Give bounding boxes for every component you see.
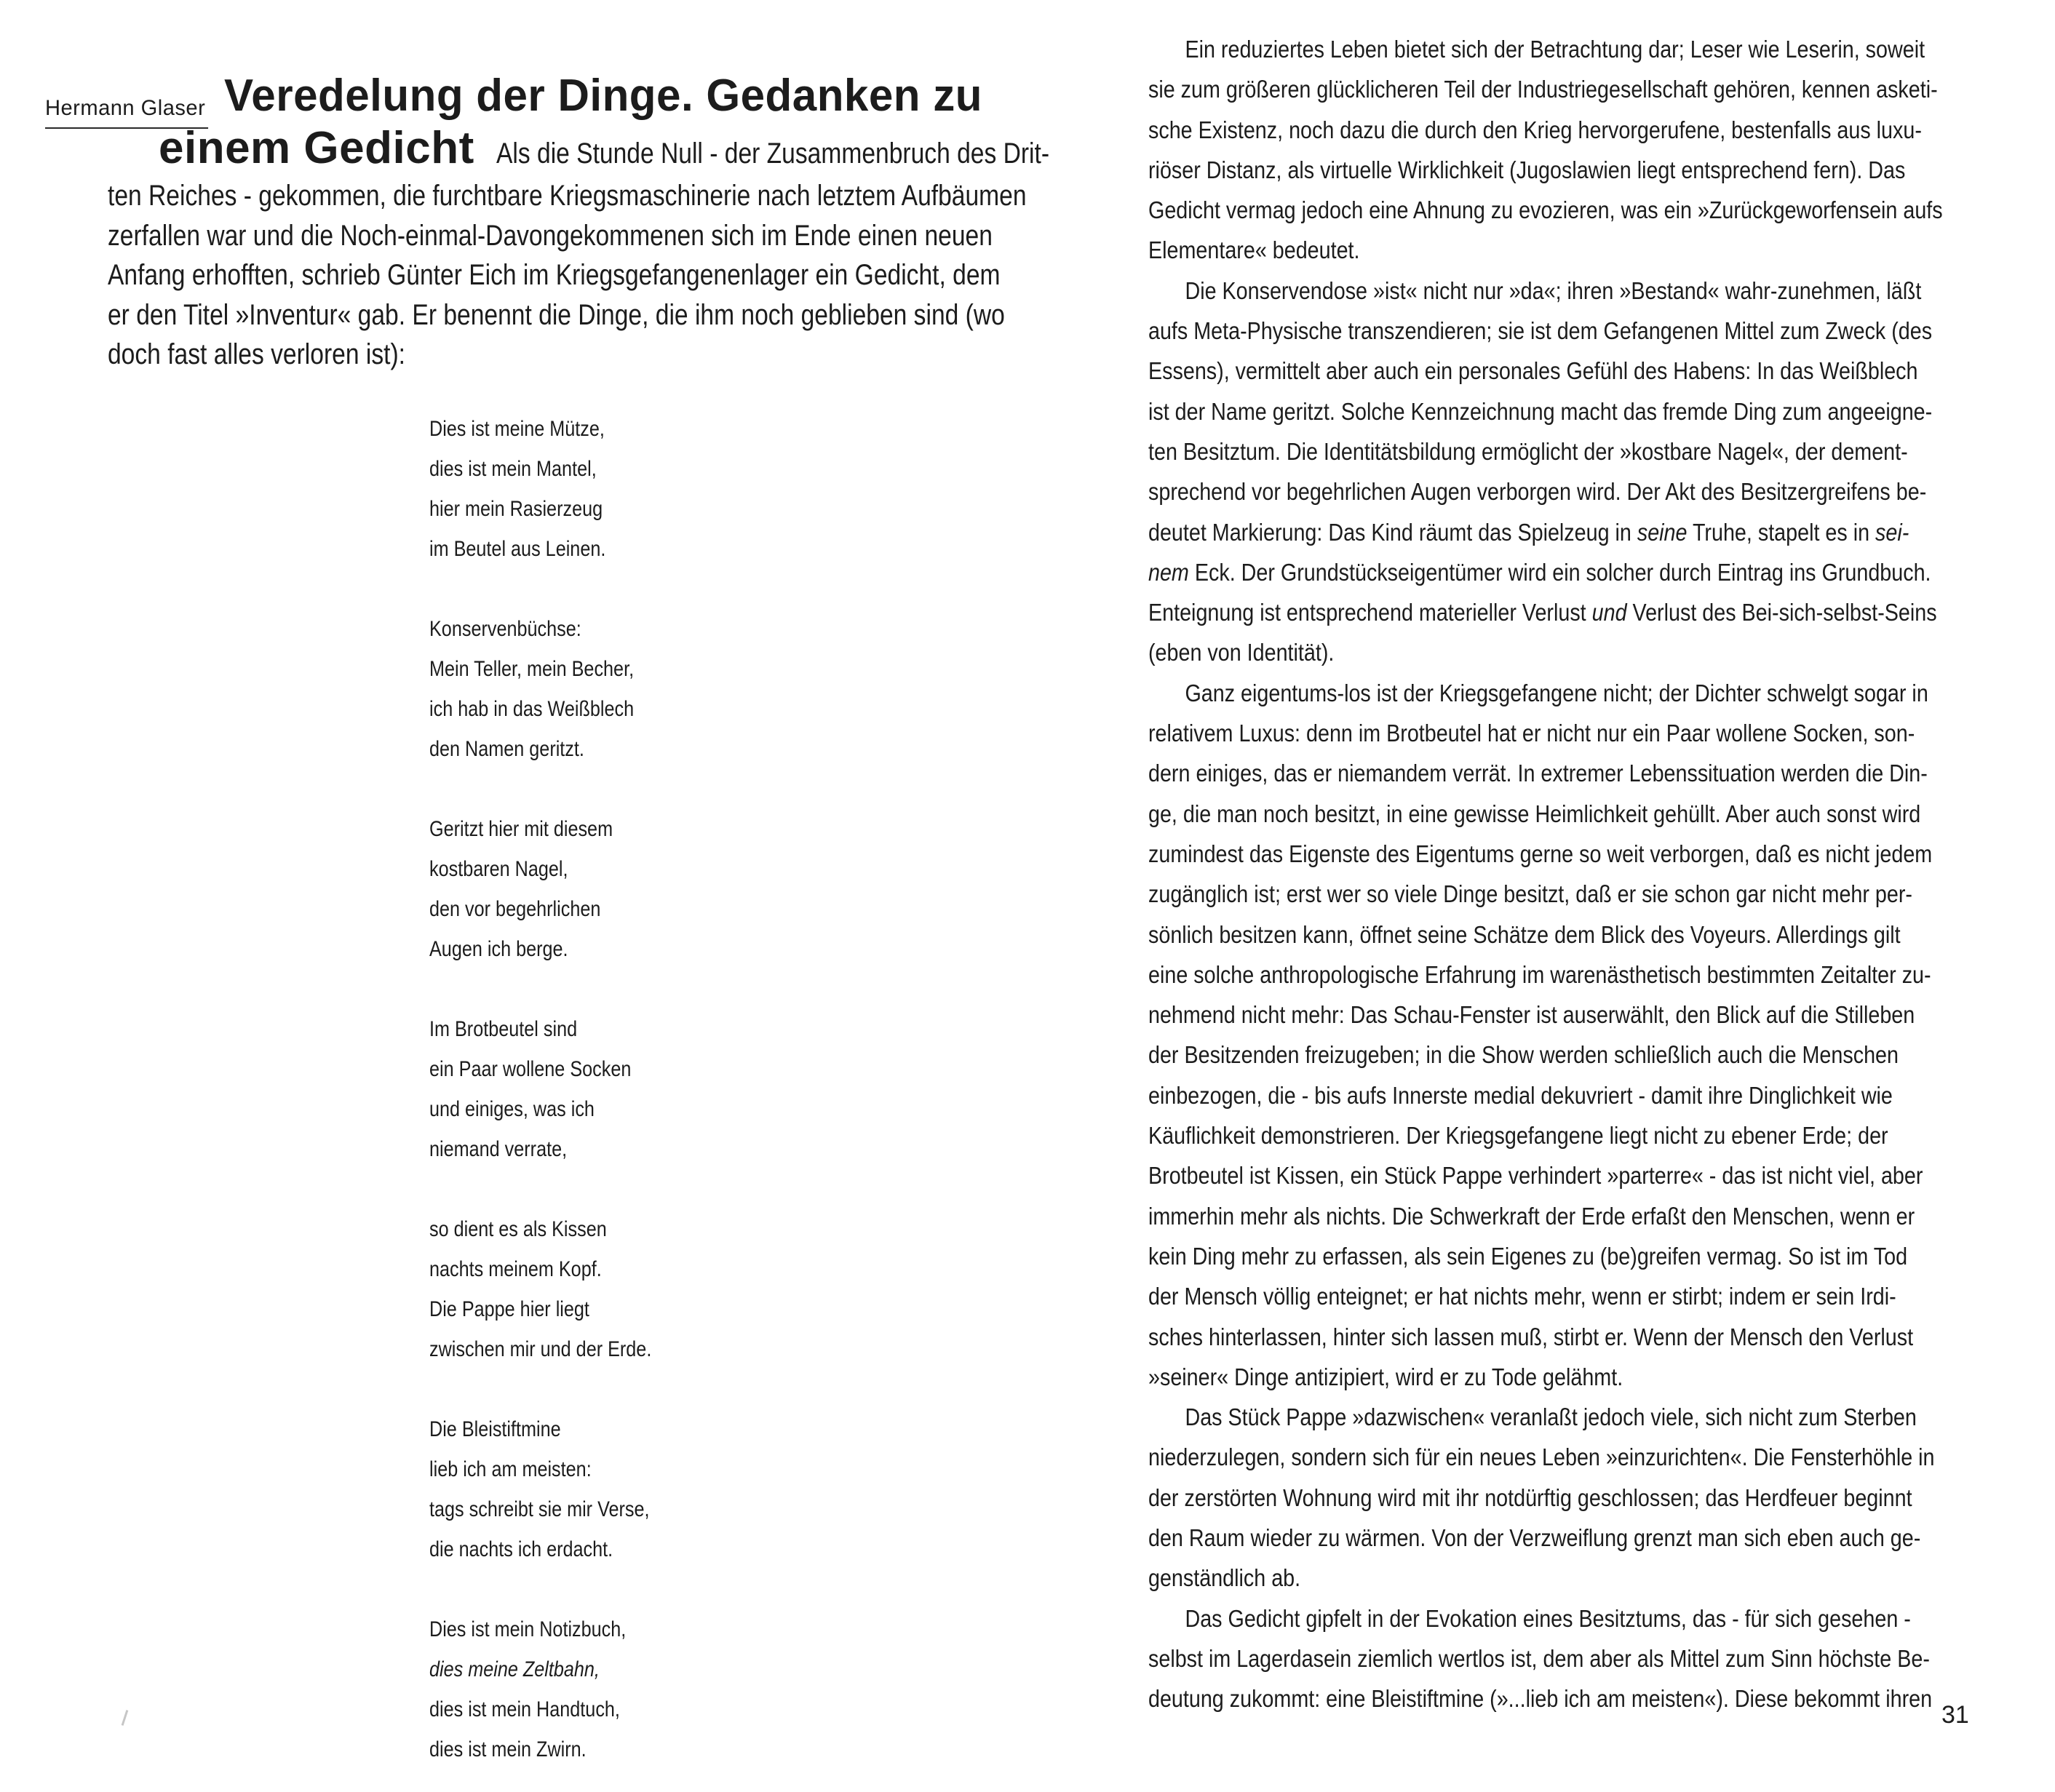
- essay-paragraph: [1148, 1598, 2055, 1719]
- article-title-row: [159, 122, 1155, 175]
- text-line: Das Gedicht gipfelt in der Evokation eines Besitztums, das - für sich gesehen -: [1185, 1604, 1911, 1632]
- text-line: dies ist mein Mantel,: [429, 457, 597, 481]
- text-line: kein Ding mehr zu erfassen, als sein Eigenes zu (be)greifen vermag. So ist im Tod: [1148, 1242, 1908, 1270]
- text-line: zerfallen war und die Noch-einmal-Davongekommenen sich im Ende einen neuen: [108, 219, 993, 252]
- text-line: dies ist mein Zwirn.: [429, 1737, 587, 1761]
- text-line: Käuflichkeit demonstrieren. Der Kriegsgefangene liegt nicht zu ebener Erde; der: [1148, 1122, 1888, 1150]
- text-line: doch fast alles verloren ist):: [108, 338, 405, 370]
- text-line: einbezogen, die - bis aufs Innerste medial dekuvriert - damit ihre Dinglichkeit wie: [1148, 1081, 1893, 1109]
- text-line: hier mein Rasierzeug: [429, 497, 603, 521]
- text-line: Enteignung ist entsprechend materieller Verlust und Verlust des Bei-sich-selbst-Seins: [1148, 599, 1937, 626]
- poem-inventur: [429, 409, 694, 1792]
- text-line: Brotbeutel ist Kissen, ein Stück Pappe verhindert »parterre« - das ist nicht viel, aber: [1148, 1162, 1923, 1190]
- intro-first-line: Als die Stunde Null - der Zusammenbruch des Drit-: [496, 138, 1049, 170]
- text-line: genständlich ab.: [1148, 1564, 1301, 1592]
- text-line: er den Titel »Inventur« gab. Er benennt die Dinge, die ihm noch geblieben sind (wo: [108, 298, 1005, 331]
- text-line: niederzulegen, sondern sich für ein neues Leben »einzurichten«. Die Fensterhöhle in: [1148, 1443, 1935, 1471]
- essay-text-column: [1148, 29, 2055, 1719]
- article-title-line2: einem Gedicht: [159, 123, 474, 173]
- text-line: zumindest das Eigenste des Eigentums gerne so weit verborgen, daß es nicht jedem: [1148, 840, 1933, 867]
- text-line: Die Konservendose »ist« nicht nur »da«; ihren »Bestand« wahr-zunehmen, läßt: [1185, 276, 1922, 304]
- text-line: ein Paar wollene Socken: [429, 1057, 632, 1081]
- author-name: Hermann Glaser: [45, 96, 208, 129]
- text-line: eine solche anthropologische Erfahrung im warenästhetisch bestimmten Zeitalter zu-: [1148, 960, 1931, 988]
- text-line: selbst im Lagerdasein ziemlich wertlos ist, dem aber als Mittel zum Sinn höchste Be-: [1148, 1644, 1930, 1672]
- poem-stanza: [429, 409, 694, 569]
- essay-paragraph: [1148, 673, 2055, 1397]
- text-line: ist der Name geritzt. Solche Kennzeichnung macht das fremde Ding zum angeeigne-: [1148, 397, 1933, 425]
- text-line: Ganz eigentums-los ist der Kriegsgefangene nicht; der Dichter schwelgt sogar in: [1185, 679, 1928, 706]
- intro-paragraph: [108, 176, 1201, 375]
- text-line: Konservenbüchse:: [429, 617, 581, 641]
- text-line: nem Eck. Der Grundstückseigentümer wird ein solcher durch Eintrag ins Grundbuch.: [1148, 558, 1931, 586]
- text-line: den vor begehrlichen: [429, 897, 601, 921]
- text-line: sches hinterlassen, hinter sich lassen muß, stirbt er. Wenn der Mensch den Verlust: [1148, 1323, 1914, 1350]
- text-line: niemand verrate,: [429, 1137, 568, 1161]
- text-line: riöser Distanz, als virtuelle Wirklichkeit (Jugoslawien liegt entsprechend fern). Das: [1148, 156, 1906, 183]
- text-line: sprechend vor begehrlichen Augen verborgen wird. Der Akt des Besitzergreifens be-: [1148, 478, 1927, 506]
- text-line: der zerstörten Wohnung wird mit ihr notdürftig geschlossen; das Herdfeuer beginnt: [1148, 1484, 1912, 1511]
- text-line: nehmend nicht mehr: Das Schau-Fenster ist auserwählt, den Blick auf die Stilleben: [1148, 1001, 1915, 1029]
- text-line: Dies ist mein Notizbuch,: [429, 1617, 627, 1641]
- text-line: sie zum größeren glücklicheren Teil der Industriegesellschaft gehören, kennen asketi-: [1148, 76, 1938, 103]
- text-line: Essens), vermittelt aber auch ein personales Gefühl des Habens: In das Weißblech: [1148, 357, 1918, 385]
- text-line: sönlich besitzen kann, öffnet seine Schätze dem Blick des Voyeurs. Allerdings gilt: [1148, 920, 1901, 948]
- text-line: Dies ist meine Mütze,: [429, 417, 605, 441]
- text-line: immerhin mehr als nichts. Die Schwerkraft der Erde erfaßt den Menschen, wenn er: [1148, 1202, 1915, 1230]
- text-line: Mein Teller, mein Becher,: [429, 657, 635, 681]
- text-line: Die Bleistiftmine: [429, 1417, 561, 1441]
- text-line: der Mensch völlig enteignet; er hat nichts mehr, wenn er stirbt; indem er sein Irdi-: [1148, 1283, 1896, 1310]
- article-title-line1: Veredelung der Dinge. Gedanken zu: [224, 71, 982, 121]
- poem-stanza: [429, 809, 694, 969]
- text-line: kostbaren Nagel,: [429, 857, 568, 881]
- text-line: die nachts ich erdacht.: [429, 1537, 613, 1561]
- text-line: Ein reduziertes Leben bietet sich der Betrachtung dar; Leser wie Leserin, soweit: [1185, 36, 1925, 63]
- poem-stanza: [429, 1609, 694, 1769]
- text-line: der Besitzenden freizugeben; in die Show werden schließlich auch die Menschen: [1148, 1041, 1899, 1069]
- text-line: und einiges, was ich: [429, 1097, 595, 1121]
- text-line: Das Stück Pappe »dazwischen« veranlaßt jedoch viele, sich nicht zum Sterben: [1185, 1403, 1917, 1431]
- text-line: deutung zukommt: eine Bleistiftmine (»...lieb ich am meisten«). Diese bekommt ihren: [1148, 1685, 1933, 1713]
- text-line: ge, die man noch besitzt, in eine gewisse Heimlichkeit gehüllt. Aber auch sonst wird: [1148, 800, 1921, 827]
- text-line: dies meine Zeltbahn,: [429, 1657, 600, 1681]
- text-line: ten Reiches - gekommen, die furchtbare Kriegsmaschinerie nach letztem Aufbäumen: [108, 180, 1027, 212]
- text-line: Augen ich berge.: [429, 937, 568, 961]
- text-line: nachts meinem Kopf.: [429, 1257, 602, 1281]
- text-line: Anfang erhofften, schrieb Günter Eich im Kriegsgefangenenlager ein Gedicht, dem: [108, 259, 1001, 291]
- text-line: zwischen mir und der Erde.: [429, 1337, 652, 1361]
- text-line: Gedicht vermag jedoch eine Ahnung zu evozieren, was ein »Zurückgeworfensein aufs: [1148, 196, 1943, 224]
- text-line: aufs Meta-Physische transzendieren; sie ist dem Gefangenen Mittel zum Zweck (des: [1148, 317, 1933, 345]
- text-line: Die Pappe hier liegt: [429, 1297, 589, 1321]
- text-line: »seiner« Dinge antizipiert, wird er zu Tode gelähmt.: [1148, 1363, 1623, 1390]
- text-line: so dient es als Kissen: [429, 1217, 607, 1241]
- text-line: ten Besitztum. Die Identitätsbildung ermöglicht der »kostbare Nagel«, der dement-: [1148, 437, 1908, 465]
- text-line: zugänglich ist; erst wer so viele Dinge besitzt, daß er sie schon gar nicht mehr per-: [1148, 880, 1912, 908]
- scan-artifact-mark: [122, 1710, 129, 1726]
- poem-stanza: [429, 609, 694, 769]
- poem-stanza: [429, 1209, 694, 1369]
- essay-paragraph: [1148, 271, 2055, 673]
- text-line: tags schreibt sie mir Verse,: [429, 1497, 650, 1521]
- essay-paragraph: [1148, 1397, 2055, 1598]
- text-line: ich hab in das Weißblech: [429, 697, 635, 721]
- text-line: sche Existenz, noch dazu die durch den Krieg hervorgerufene, bestenfalls aus luxu-: [1148, 116, 1922, 143]
- text-line: deutet Markierung: Das Kind räumt das Spielzeug in seine Truhe, stapelt es in sei-: [1148, 518, 1909, 546]
- text-line: im Beutel aus Leinen.: [429, 537, 606, 561]
- text-line: dern einiges, das er niemandem verrät. In extremer Lebenssituation werden die Din-: [1148, 760, 1928, 787]
- text-line: dies ist mein Handtuch,: [429, 1697, 620, 1721]
- page-number: 31: [1941, 1701, 1969, 1729]
- text-line: Elementare« bedeutet.: [1148, 236, 1360, 264]
- text-line: (eben von Identität).: [1148, 639, 1335, 666]
- essay-paragraph: [1148, 29, 2055, 271]
- text-line: Geritzt hier mit diesem: [429, 817, 613, 841]
- text-line: relativem Luxus: denn im Brotbeutel hat er nicht nur ein Paar wollene Socken, son-: [1148, 720, 1915, 747]
- text-line: Im Brotbeutel sind: [429, 1017, 578, 1041]
- poem-stanza: [429, 1409, 694, 1569]
- text-line: lieb ich am meisten:: [429, 1457, 592, 1481]
- poem-stanza: [429, 1009, 694, 1169]
- text-line: den Namen geritzt.: [429, 737, 584, 761]
- text-line: den Raum wieder zu wärmen. Von der Verzweiflung grenzt man sich eben auch ge-: [1148, 1524, 1921, 1551]
